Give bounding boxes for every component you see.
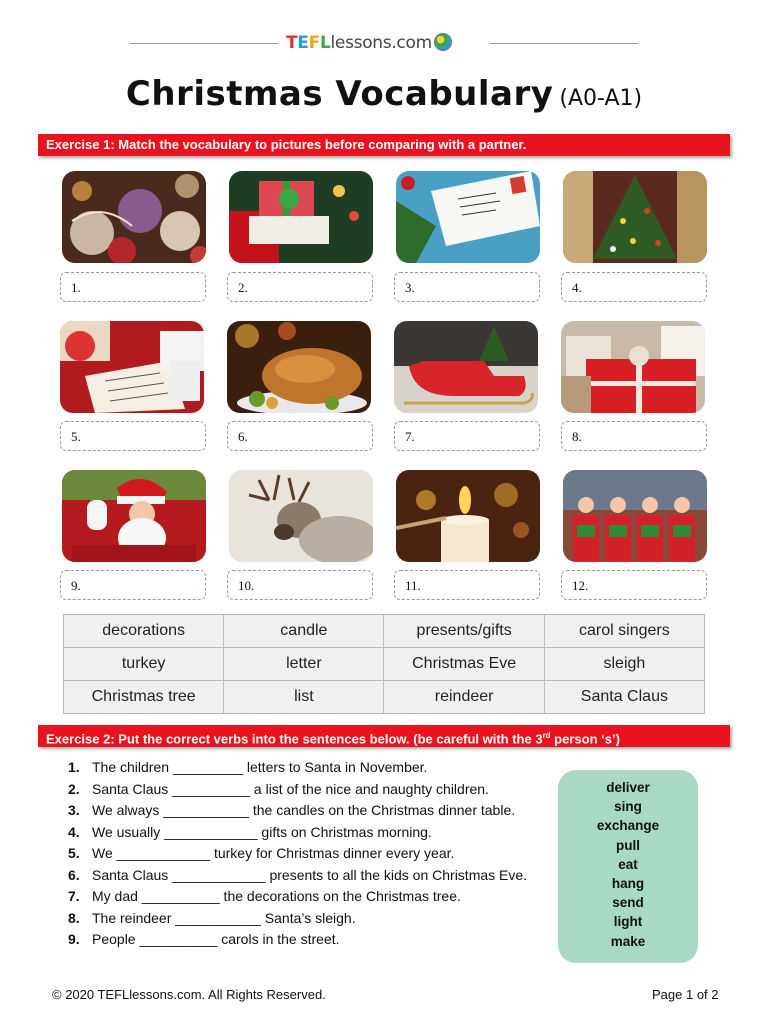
logo-divider-right <box>490 43 638 44</box>
vocab-cell: carol singers <box>544 615 704 648</box>
vocab-cell: Christmas tree <box>64 681 224 714</box>
baubles-picture <box>62 171 206 263</box>
sleigh-picture <box>394 321 538 413</box>
exercise2-instruction: Exercise 2: Put the correct verbs into the sentences below. (be careful with the 3rd person ‘s’) <box>38 725 730 747</box>
santa-claus-picture <box>62 470 206 562</box>
answer-box-4: 4. <box>561 272 707 302</box>
wrapped-presents-picture <box>561 321 705 413</box>
candle-picture <box>396 470 540 562</box>
vocab-cell: list <box>224 681 384 714</box>
vocab-row <box>64 615 705 648</box>
answer-box-7: 7. <box>394 421 540 451</box>
vocab-cell: Santa Claus <box>544 681 704 714</box>
globe-icon <box>434 33 452 51</box>
vocab-cell: sleigh <box>544 648 704 681</box>
reindeer-picture <box>229 470 373 562</box>
santa-letter-picture <box>396 171 540 263</box>
sentence-item: 1. The children _________ letters to Santa in November. <box>68 759 428 775</box>
verb-item: send <box>612 895 644 911</box>
christmas-tree-picture <box>563 171 707 263</box>
carol-singers-picture <box>563 470 707 562</box>
page-number: Page 1 of 2 <box>652 987 719 1002</box>
page-title <box>0 74 768 114</box>
sentence-item: 9. People __________ carols in the street. <box>68 931 340 947</box>
vocab-row <box>64 648 705 681</box>
sentence-item: 5. We ____________ turkey for Christmas dinner every year. <box>68 845 455 861</box>
header-logo-row <box>0 30 768 56</box>
level-text: (A0-A1) <box>559 86 643 111</box>
answer-box-5: 5. <box>60 421 206 451</box>
roast-turkey-picture <box>227 321 371 413</box>
sentence-item: 4. We usually ____________ gifts on Christmas morning. <box>68 823 432 840</box>
tefl-logo: TEFLlessons.com <box>286 30 476 56</box>
verb-item: light <box>613 914 643 930</box>
vocab-cell: presents/gifts <box>384 615 544 648</box>
logo-divider-left <box>130 43 278 44</box>
answer-box-8: 8. <box>561 421 707 451</box>
vocab-cell: letter <box>224 648 384 681</box>
santa-present-picture <box>229 171 373 263</box>
vocabulary-table <box>63 614 705 714</box>
verb-item: pull <box>616 837 640 853</box>
verb-item: make <box>610 933 646 949</box>
sentence-item: 6. Santa Claus ____________ presents to all the kids on Christmas Eve. <box>68 866 528 883</box>
verb-box <box>558 770 698 963</box>
answer-box-6: 6. <box>227 421 373 451</box>
title-text: Christmas Vocabulary <box>125 74 554 114</box>
vocab-cell: candle <box>224 615 384 648</box>
verb-item: exchange <box>596 818 660 834</box>
vocab-cell: turkey <box>64 648 224 681</box>
verb-item: deliver <box>606 780 650 795</box>
answer-box-9: 9. <box>60 570 206 600</box>
copyright-text: © 2020 TEFLlessons.com. All Rights Reserved. <box>52 987 326 1002</box>
vocab-row <box>64 681 705 714</box>
sentence-item: 8. The reindeer ___________ Santa’s sleigh. <box>68 909 356 926</box>
answer-box-11: 11. <box>394 570 540 600</box>
sentence-list <box>68 757 538 951</box>
answer-box-12: 12. <box>561 570 707 600</box>
sentence-item: 3. We always ___________ the candles on the Christmas dinner table. <box>68 802 516 818</box>
answer-box-1: 1. <box>60 272 206 302</box>
vocab-cell: Christmas Eve <box>384 648 544 681</box>
sentence-item: 2. Santa Claus __________ a list of the nice and naughty children. <box>68 780 489 797</box>
answer-box-10: 10. <box>227 570 373 600</box>
vocab-cell: reindeer <box>384 681 544 714</box>
verb-item: eat <box>618 856 638 872</box>
verb-item: hang <box>611 876 645 892</box>
exercise1-instruction: Exercise 1: Match the vocabulary to pictures before comparing with a partner. <box>38 134 730 156</box>
vocab-cell: decorations <box>64 615 224 648</box>
sentence-item: 7. My dad __________ the decorations on the Christmas tree. <box>68 888 461 904</box>
answer-box-3: 3. <box>394 272 540 302</box>
answer-box-2: 2. <box>227 272 373 302</box>
santa-list-picture <box>60 321 204 413</box>
verb-item: sing <box>614 799 642 815</box>
